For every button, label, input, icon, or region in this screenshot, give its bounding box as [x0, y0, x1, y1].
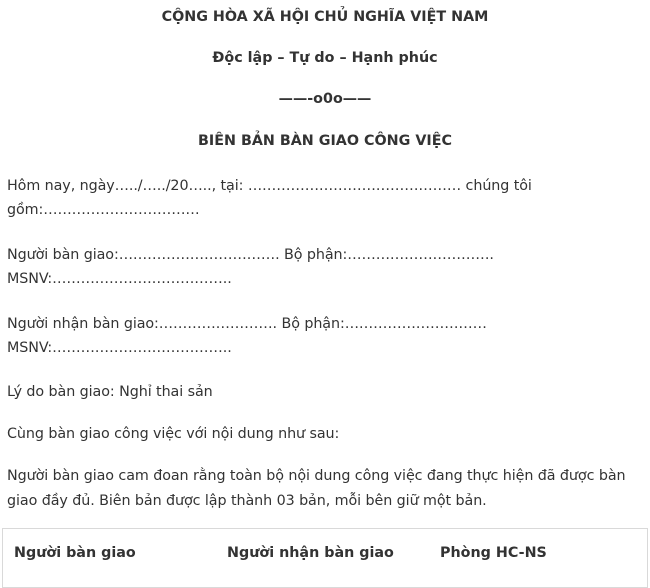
signature-column-handover: Người bàn giao: [14, 545, 136, 561]
motto: Độc lập – Tự do – Hạnh phúc: [212, 50, 438, 66]
handover-reason: Lý do bàn giao: Nghỉ thai sản: [7, 384, 213, 400]
document-title: BIÊN BẢN BÀN GIAO CÔNG VIỆC: [198, 133, 452, 149]
national-title: CỘNG HÒA XÃ HỘI CHỦ NGHĨA VIỆT NAM: [161, 9, 489, 25]
members-line: gồm:……………………………: [7, 202, 200, 218]
handover-person-line: Người bàn giao:……………………………. Bộ phận:………………………….: [7, 247, 494, 263]
signature-column-hr: Phòng HC-NS: [440, 545, 547, 561]
commitment-line-1: Người bàn giao cam đoan rằng toàn bộ nội dung công việc đang thực hiện đã được bàn: [7, 468, 626, 484]
receiver-msnv-line: MSNV:………………………………..: [7, 340, 232, 356]
signature-column-receiver: Người nhận bàn giao: [227, 545, 394, 561]
signature-table: [2, 528, 648, 588]
date-location-line: Hôm nay, ngày…../…../20….., tại: ……………………………………… chúng tôi: [7, 178, 532, 194]
handover-msnv-line: MSNV:………………………………..: [7, 271, 232, 287]
receiver-person-line: Người nhận bàn giao:……………………. Bộ phận:…………………………: [7, 316, 487, 332]
content-intro: Cùng bàn giao công việc với nội dung như sau:: [7, 426, 340, 442]
separator: ——-o0o——: [278, 91, 372, 107]
commitment-line-2: giao đầy đủ. Biên bản được lập thành 03 bản, mỗi bên giữ một bản.: [7, 493, 487, 509]
